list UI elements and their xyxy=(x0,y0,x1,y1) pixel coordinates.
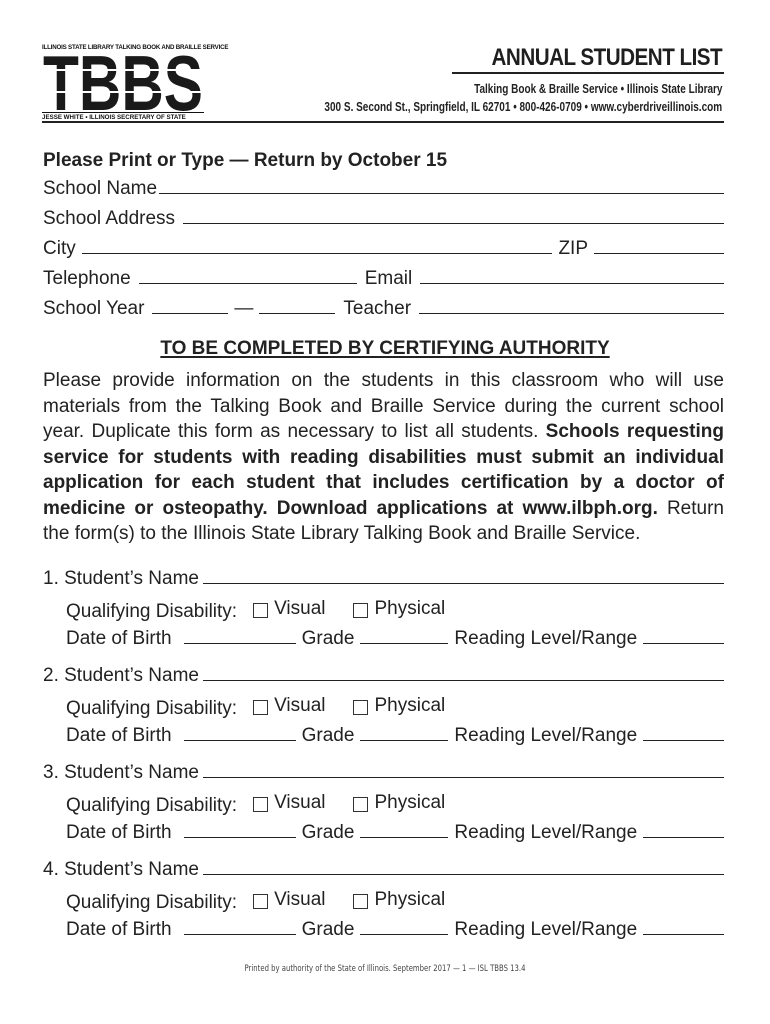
teacher-field[interactable] xyxy=(419,298,724,314)
qualifying-disability-row xyxy=(66,889,724,914)
physical-label: Physical xyxy=(374,792,446,813)
reading-level-field[interactable] xyxy=(643,919,724,935)
physical-option[interactable] xyxy=(353,792,445,814)
grade-label: Grade xyxy=(301,725,355,746)
physical-label: Physical xyxy=(374,889,446,910)
instruction-heading: Please Print or Type — Return by October 15 xyxy=(43,150,448,171)
telephone-field[interactable] xyxy=(139,268,357,284)
grade-field[interactable] xyxy=(360,628,448,644)
dob-grade-reading-row xyxy=(66,822,724,844)
student-name-row xyxy=(43,568,724,590)
physical-checkbox[interactable] xyxy=(353,797,368,812)
zip-field[interactable] xyxy=(594,238,724,254)
grade-field[interactable] xyxy=(360,919,448,935)
qualifying-disability-row xyxy=(66,792,724,817)
telephone-label: Telephone xyxy=(43,268,131,289)
physical-option[interactable] xyxy=(353,889,445,911)
reading-level-field[interactable] xyxy=(643,725,724,741)
footer-note: Printed by authority of the State of Illinois. September 2017 — 1 — ISL TBBS 13.4 xyxy=(244,964,526,974)
dob-grade-reading-row xyxy=(66,628,724,650)
reading-level-label: Reading Level/Range xyxy=(454,628,638,649)
reading-level-label: Reading Level/Range xyxy=(454,725,638,746)
physical-option[interactable] xyxy=(353,695,445,717)
certifying-heading-text: TO BE COMPLETED BY CERTIFYING AUTHORITY xyxy=(160,338,610,359)
date-of-birth-field[interactable] xyxy=(184,628,296,644)
visual-option[interactable] xyxy=(253,889,325,911)
student-name-label: 3. Student’s Name xyxy=(43,762,199,783)
teacher-label: Teacher xyxy=(343,298,412,319)
date-of-birth-label: Date of Birth xyxy=(66,822,172,843)
title-rule xyxy=(452,72,724,74)
school-name-field[interactable] xyxy=(159,178,724,194)
grade-label: Grade xyxy=(301,919,355,940)
tbbs-logo xyxy=(42,44,229,122)
student-name-field[interactable] xyxy=(203,665,724,681)
visual-label: Visual xyxy=(274,695,326,716)
visual-label: Visual xyxy=(274,792,326,813)
school-name-row xyxy=(43,178,724,200)
telephone-email-row xyxy=(43,268,724,290)
visual-option[interactable] xyxy=(253,792,325,814)
qualifying-disability-row xyxy=(66,598,724,623)
date-of-birth-field[interactable] xyxy=(184,822,296,838)
school-year-dash: — xyxy=(234,298,254,319)
zip-label: ZIP xyxy=(558,238,588,259)
student-name-label: 1. Student’s Name xyxy=(43,568,199,589)
student-name-row xyxy=(43,762,724,784)
physical-checkbox[interactable] xyxy=(353,700,368,715)
certifying-heading xyxy=(0,338,770,360)
document-title: ANNUAL STUDENT LIST xyxy=(491,44,722,71)
grade-field[interactable] xyxy=(360,725,448,741)
qualifying-disability-label: Qualifying Disability: xyxy=(66,600,238,622)
dob-grade-reading-row xyxy=(66,725,724,747)
qualifying-disability-label: Qualifying Disability: xyxy=(66,697,238,719)
logo-bottom-text: JESSE WHITE • ILLINOIS SECRETARY OF STATE xyxy=(42,112,204,121)
school-address-label: School Address xyxy=(43,208,176,229)
school-year-end-field[interactable] xyxy=(259,298,335,314)
reading-level-field[interactable] xyxy=(643,628,724,644)
date-of-birth-label: Date of Birth xyxy=(66,725,172,746)
email-field[interactable] xyxy=(420,268,724,284)
qualifying-disability-label: Qualifying Disability: xyxy=(66,794,238,816)
tbbs-wordmark xyxy=(42,50,204,112)
city-field[interactable] xyxy=(82,238,553,254)
paragraph-text-1: Please provide information on the students in this classroom who will use materials from the Talking Book and Braille Service during the current school year. Duplicate this form as necessary to list all students. xyxy=(43,370,724,442)
date-of-birth-field[interactable] xyxy=(184,725,296,741)
city-label: City xyxy=(43,238,76,259)
visual-label: Visual xyxy=(274,598,326,619)
organization-line: Talking Book & Braille Service • Illinois State Library xyxy=(473,82,722,96)
physical-label: Physical xyxy=(374,598,446,619)
visual-label: Visual xyxy=(274,889,326,910)
visual-checkbox[interactable] xyxy=(253,894,268,909)
reading-level-field[interactable] xyxy=(643,822,724,838)
student-name-field[interactable] xyxy=(203,568,724,584)
student-name-label: 4. Student’s Name xyxy=(43,859,199,880)
school-year-label: School Year xyxy=(43,298,145,319)
logo-wordmark-text: TBBS xyxy=(43,50,203,112)
qualifying-disability-row xyxy=(66,695,724,720)
student-name-row xyxy=(43,859,724,881)
address-line: 300 S. Second St., Springfield, IL 62701 • 800-426-0709 • www.cyberdriveillinois.com xyxy=(324,100,722,114)
physical-label: Physical xyxy=(374,695,446,716)
visual-checkbox[interactable] xyxy=(253,797,268,812)
physical-option[interactable] xyxy=(353,598,445,620)
school-year-teacher-row xyxy=(43,298,724,320)
logo-top-text: ILLINOIS STATE LIBRARY TALKING BOOK AND BRAILLE SERVICE xyxy=(42,44,229,51)
school-address-row xyxy=(43,208,724,230)
dob-grade-reading-row xyxy=(66,919,724,941)
email-label: Email xyxy=(364,268,413,289)
student-name-field[interactable] xyxy=(203,859,724,875)
date-of-birth-label: Date of Birth xyxy=(66,919,172,940)
physical-checkbox[interactable] xyxy=(353,894,368,909)
instructions-paragraph xyxy=(43,368,724,547)
header-rule xyxy=(42,121,724,123)
school-year-start-field[interactable] xyxy=(152,298,228,314)
physical-checkbox[interactable] xyxy=(353,603,368,618)
visual-option[interactable] xyxy=(253,598,325,620)
paragraph-text-2: Return the form(s) to the Illinois State Library Talking Book and Braille Service. xyxy=(43,497,724,544)
grade-label: Grade xyxy=(301,628,355,649)
student-name-row xyxy=(43,665,724,687)
city-zip-row xyxy=(43,238,724,260)
reading-level-label: Reading Level/Range xyxy=(454,919,638,940)
reading-level-label: Reading Level/Range xyxy=(454,822,638,843)
grade-label: Grade xyxy=(301,822,355,843)
visual-option[interactable] xyxy=(253,695,325,717)
grade-field[interactable] xyxy=(360,822,448,838)
visual-checkbox[interactable] xyxy=(253,700,268,715)
school-address-field[interactable] xyxy=(183,208,724,224)
date-of-birth-label: Date of Birth xyxy=(66,628,172,649)
qualifying-disability-label: Qualifying Disability: xyxy=(66,891,238,913)
student-name-field[interactable] xyxy=(203,762,724,778)
visual-checkbox[interactable] xyxy=(253,603,268,618)
date-of-birth-field[interactable] xyxy=(184,919,296,935)
school-name-label: School Name xyxy=(43,178,158,199)
student-name-label: 2. Student’s Name xyxy=(43,665,199,686)
paragraph-bold-text: Schools requesting service for students with reading disabilities must submit an individual application for each student that includes certification by a doctor of medicine or osteopathy. Download applications at www.ilbph.org. xyxy=(43,421,724,519)
